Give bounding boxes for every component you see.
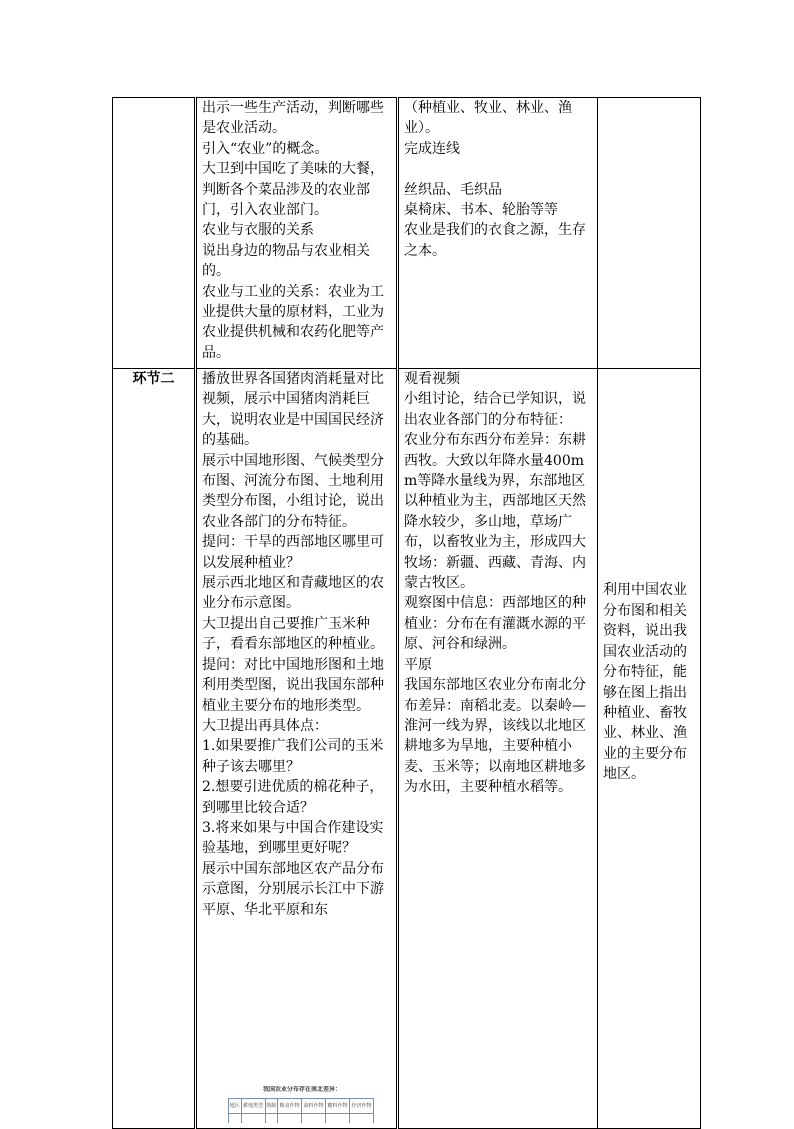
teacher-paragraph: 农业与工业的关系：农业为工业提供大量的原材料，工业为农业提供机械和农药化肥等产品。 (202, 283, 384, 361)
figure-header-cell: 地区 (229, 1099, 242, 1114)
teacher-paragraph: 展示西北地区和青藏地区的农业分布示意图。 (202, 575, 384, 612)
student-activity-cell (398, 98, 598, 369)
figure-header-cell: 经济作物 (350, 1099, 374, 1114)
figure-header-cell: 熟制 (265, 1099, 278, 1114)
student-paragraph: 观察图中信息：西部地区的种植业：分布在有灌溉水源的平原、河谷和绿洲。 (404, 595, 586, 653)
stage-label-cell (113, 98, 196, 369)
embedded-figure (228, 1086, 376, 1123)
figure-title: 我国农业分布存在南北差异： (262, 1086, 341, 1093)
figure-header-cell: 糖料作物 (326, 1099, 350, 1114)
teacher-paragraph: 出示一些生产活动，判断哪些是农业活动。 (202, 100, 384, 137)
teacher-paragraph: 大卫提出自己要推广玉米种子，看看东部地区的种植业。 (202, 615, 384, 653)
teacher-paragraph: 大卫提出再具体点： (202, 717, 328, 734)
figure-header-row (229, 1099, 374, 1114)
student-paragraph: 桌椅床、书本、轮胎等等 (404, 202, 558, 219)
figure-header-cell: 油料作物 (302, 1099, 326, 1114)
teacher-paragraph: 2.想要引进优质的棉花种子，到哪里比较合适？ (202, 779, 384, 816)
teacher-paragraph: 展示中国地形图、气候类型分布图、河流分布图、土地利用类型分布图，小组讨论，说出农业各部门的分布特征。 (202, 452, 384, 530)
student-paragraph (404, 159, 592, 179)
figure-header-cell: 粮食作物 (278, 1099, 302, 1114)
student-paragraph: 我国东部地区农业分布南北分布差异：南稻北麦。以秦岭—淮河一线为界，该线以北地区耕地多为旱地，主要种植小麦、玉米等；以南地区耕地多为水田，主要种植水稻等。 (404, 677, 586, 796)
student-paragraph: 农业分布东西分布差异：东耕西牧。大致以年降水量400mm等降水量线为界，东部地区以种植业为主，西部地区天然降水较少，多山地，草场广布，以畜牧业为主，形成四大牧场：新疆、西藏、青海、内蒙古牧区。 (404, 432, 586, 592)
teacher-paragraph: 说出身边的物品与农业相关的。 (202, 242, 370, 280)
goal-paragraph: 利用中国农业分布图和相关资料，说出我国农业活动的分布特征，能够在图上指出种植业、畜牧业、林业、渔业的主要分布地区。 (603, 582, 687, 783)
teacher-paragraph: 展示中国东部地区农产品分布示意图，分别展示长江中下游平原、华北平原和东 (202, 860, 384, 918)
teacher-paragraph: 引入“农业”的概念。 (202, 140, 329, 157)
learning-goal-cell (598, 369, 701, 1129)
stage-label-cell: 环节二 (113, 369, 196, 1129)
figure-header-cell: 耕地类型 (241, 1099, 265, 1114)
student-paragraph: 丝织品、毛织品 (404, 181, 502, 198)
teacher-paragraph: 1.如果要推广我们公司的玉米种子该去哪里？ (202, 738, 384, 775)
table-row-intro (113, 98, 701, 369)
teacher-paragraph: 大卫到中国吃了美味的大餐，判断各个菜品涉及的农业部门，引入农业部门。 (202, 161, 384, 219)
teacher-paragraph: 农业与衣服的关系 (202, 222, 314, 239)
figure-body-cell (326, 1114, 350, 1124)
student-paragraph: 观看视频 (404, 371, 460, 387)
figure-table (228, 1098, 374, 1123)
figure-body-cell (302, 1114, 326, 1124)
learning-goal-cell (598, 98, 701, 369)
figure-body-cell (229, 1114, 242, 1124)
table-row-stage-two (113, 369, 701, 1129)
figure-body-cell (350, 1114, 374, 1124)
student-paragraph: 小组讨论，结合已学知识，说出农业各部门的分布特征： (404, 391, 586, 428)
figure-body-row (229, 1114, 374, 1124)
teacher-paragraph: 提问：干旱的西部地区哪里可以发展种植业？ (202, 534, 384, 571)
figure-body-cell (265, 1114, 278, 1124)
figure-body-cell (241, 1114, 265, 1124)
lesson-plan-table (112, 97, 701, 1129)
student-paragraph: 完成连线 (404, 140, 460, 157)
teacher-activity-cell (196, 98, 398, 369)
teacher-activity-cell (196, 369, 398, 1129)
teacher-paragraph: 3.将来如果与中国合作建设实验基地，到哪里更好呢？ (202, 819, 384, 857)
teacher-paragraph: 提问：对比中国地形图和土地利用类型图，说出我国东部种植业主要分布的地形类型。 (202, 656, 384, 714)
student-paragraph: （种植业、牧业、林业、渔业）。 (404, 100, 572, 137)
figure-body-cell (278, 1114, 302, 1124)
teacher-paragraph: 播放世界各国猪肉消耗量对比视频，展示中国猪肉消耗巨大，说明农业是中国国民经济的基础。 (202, 371, 384, 449)
student-paragraph: 平原 (404, 656, 432, 673)
student-activity-cell (398, 369, 598, 1129)
student-paragraph: 农业是我们的衣食之源，生存之本。 (404, 222, 586, 259)
